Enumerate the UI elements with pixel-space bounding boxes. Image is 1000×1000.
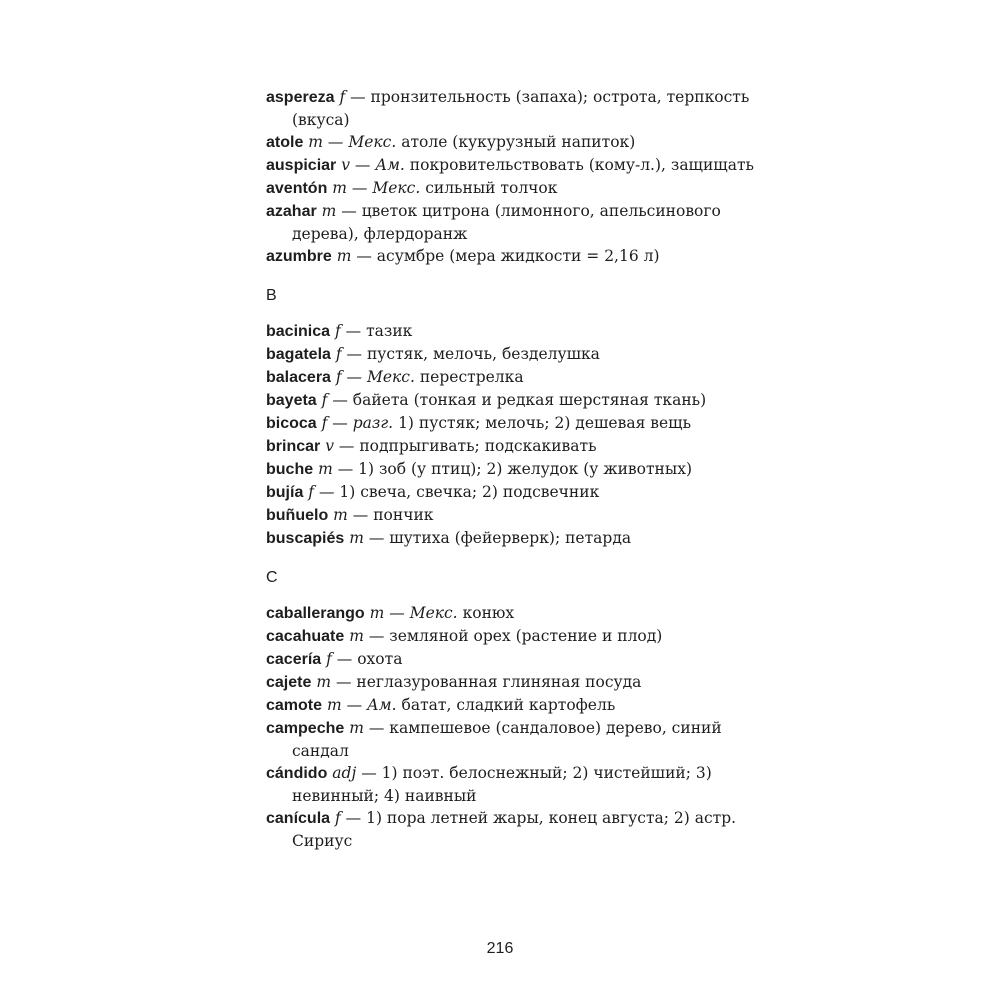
- entry-grammar: m: [333, 506, 348, 524]
- entry-definition: перестрелка: [419, 368, 524, 386]
- entry-grammar: f: [335, 345, 342, 363]
- page-number: 216: [486, 940, 514, 957]
- entry-dash: —: [341, 345, 367, 363]
- entry-usage-label: Мекс.: [366, 368, 415, 386]
- entry-grammar: f: [321, 414, 328, 432]
- entry-headword: cacahuate: [266, 628, 345, 645]
- dictionary-entry: [266, 412, 766, 435]
- entry-definition: асумбре (мера жидкости = 2,16 л): [376, 247, 660, 265]
- dictionary-entry: [266, 154, 766, 177]
- entry-headword: bagatela: [266, 346, 331, 363]
- entry-dash: —: [333, 437, 360, 455]
- entry-dash: —: [363, 719, 390, 737]
- entry-headword: buscapiés: [266, 530, 345, 547]
- entry-headword: bayeta: [266, 392, 317, 409]
- entry-dash: —: [346, 179, 373, 197]
- entry-headword: cajete: [266, 674, 312, 691]
- dictionary-entry: [266, 671, 766, 694]
- entry-headword: balacera: [266, 369, 331, 386]
- entry-dash: —: [363, 627, 390, 645]
- entry-headword: bujía: [266, 484, 304, 501]
- entry-dash: —: [347, 506, 374, 524]
- entry-grammar: m: [336, 247, 352, 265]
- entry-definition: 1) зоб (у птиц); 2) желудок (у животных): [358, 460, 692, 478]
- entry-grammar: f: [326, 650, 332, 668]
- dictionary-entry: [266, 86, 766, 131]
- entry-definition: неглазурованная глиняная посуда: [356, 673, 642, 691]
- entry-headword: auspiciar: [266, 157, 337, 174]
- dictionary-entry: [266, 717, 766, 762]
- entry-grammar: v: [341, 156, 350, 174]
- entry-dash: —: [332, 460, 359, 478]
- entry-dash: —: [341, 696, 368, 714]
- entry-headword: azumbre: [266, 248, 332, 265]
- entry-headword: camote: [266, 697, 323, 714]
- entry-headword: cándido: [266, 765, 328, 782]
- entry-definition: сильный толчок: [425, 179, 558, 197]
- entry-dash: —: [356, 764, 382, 782]
- entry-usage-label: Мекс.: [372, 179, 421, 197]
- entry-definition: конюх: [462, 604, 515, 622]
- entry-usage-label: разг.: [352, 414, 394, 432]
- entry-grammar: f: [339, 88, 346, 106]
- entry-grammar: f: [321, 391, 328, 409]
- entry-grammar: m: [316, 673, 332, 691]
- entry-headword: buñuelo: [266, 507, 329, 524]
- entry-definition: байета (тонкая и редкая шерстяная ткань): [352, 391, 707, 409]
- entry-headword: bicoca: [266, 415, 317, 432]
- entry-headword: brincar: [266, 438, 321, 455]
- entry-grammar: m: [349, 529, 364, 547]
- entry-definition: покровительствовать (кому-л.), защищать: [409, 156, 754, 174]
- entry-definition: батат, сладкий картофель: [401, 696, 616, 714]
- dictionary-entry: [266, 458, 766, 481]
- entry-dash: —: [331, 673, 357, 691]
- entry-grammar: m: [349, 719, 364, 737]
- entry-grammar: f: [334, 809, 341, 827]
- entry-definition: цветок цитрона (лимонного, апельсинового дерева), флердоранж: [292, 202, 721, 243]
- entry-headword: azahar: [266, 203, 317, 220]
- dictionary-entry: [266, 320, 766, 343]
- entry-grammar: m: [369, 604, 385, 622]
- entry-definition: шутиха (фейерверк); петарда: [389, 529, 632, 547]
- entry-grammar: m: [321, 202, 337, 220]
- entry-usage-label: Мекс.: [409, 604, 458, 622]
- section-letter: B: [266, 287, 277, 304]
- entry-grammar: v: [325, 437, 334, 455]
- entry-definition: пронзительность (запаха); острота, терпкость (вкуса): [292, 88, 750, 129]
- entry-usage-label: Ам.: [367, 696, 397, 714]
- entry-dash: —: [327, 414, 353, 432]
- entry-dash: —: [336, 202, 362, 220]
- entry-headword: caballerango: [266, 605, 365, 622]
- entry-headword: aventón: [266, 180, 328, 197]
- entry-grammar: f: [308, 483, 315, 501]
- entry-definition: земляной орех (растение и плод): [389, 627, 663, 645]
- entry-headword: canícula: [266, 810, 331, 827]
- entry-definition: 1) свеча, свечка; 2) подсвечник: [339, 483, 600, 501]
- entry-definition: 1) пора летней жары, конец августа; 2) астр. Сириус: [292, 809, 737, 850]
- entry-headword: cacería: [266, 651, 322, 668]
- dictionary-entry: [266, 807, 766, 852]
- dictionary-entry: [266, 177, 766, 200]
- entry-definition: пончик: [373, 506, 434, 524]
- entry-grammar: f: [334, 322, 341, 340]
- dictionary-entry: [266, 527, 766, 550]
- dictionary-entry: [266, 648, 766, 671]
- entry-usage-label: Мекс.: [348, 133, 397, 151]
- entry-definition: 1) поэт. белоснежный; 2) чистейший; 3) невинный; 4) наивный: [292, 764, 712, 805]
- entries-column: [266, 86, 766, 852]
- entry-definition: 1) пустяк; мелочь; 2) дешевая вещь: [398, 414, 692, 432]
- entry-definition: подпрыгивать; подскакивать: [359, 437, 597, 455]
- entry-dash: —: [340, 322, 367, 340]
- entry-definition: пустяк, мелочь, безделушка: [366, 345, 600, 363]
- entry-definition: кампешевое (сандаловое) дерево, синий сандал: [292, 719, 722, 760]
- dictionary-entry: [266, 504, 766, 527]
- entry-grammar: adj: [332, 764, 357, 782]
- dictionary-entry: [266, 602, 766, 625]
- entry-grammar: m: [318, 460, 333, 478]
- dictionary-entry: [266, 200, 766, 245]
- dictionary-entry: [266, 435, 766, 458]
- entry-dash: —: [363, 529, 390, 547]
- entry-dash: —: [340, 809, 367, 827]
- dictionary-entry: [266, 366, 766, 389]
- entry-headword: atole: [266, 134, 304, 151]
- dictionary-entry: [266, 343, 766, 366]
- entry-dash: —: [327, 391, 353, 409]
- dictionary-entry: [266, 481, 766, 504]
- entry-dash: —: [351, 247, 377, 265]
- entry-dash: —: [331, 650, 358, 668]
- dictionary-entry: [266, 131, 766, 154]
- entry-headword: campeche: [266, 720, 345, 737]
- entry-definition: тазик: [366, 322, 413, 340]
- entry-definition: охота: [357, 650, 403, 668]
- entry-dash: —: [345, 88, 371, 106]
- entry-grammar: f: [335, 368, 342, 386]
- entry-headword: buche: [266, 461, 314, 478]
- entry-dash: —: [349, 156, 376, 174]
- entry-dash: —: [341, 368, 367, 386]
- dictionary-entry: [266, 762, 766, 807]
- dictionary-entry: [266, 694, 766, 717]
- section-letter: C: [266, 569, 278, 586]
- entry-dash: —: [314, 483, 340, 501]
- entry-dash: —: [384, 604, 410, 622]
- entry-grammar: m: [349, 627, 364, 645]
- entry-headword: bacinica: [266, 323, 331, 340]
- dictionary-entry: [266, 625, 766, 648]
- entry-definition: атоле (кукурузный напиток): [401, 133, 636, 151]
- entry-grammar: m: [308, 133, 323, 151]
- entry-grammar: m: [332, 179, 347, 197]
- dictionary-entry: [266, 245, 766, 268]
- entry-headword: aspereza: [266, 89, 335, 106]
- entry-grammar: m: [326, 696, 342, 714]
- entry-dash: —: [322, 133, 349, 151]
- entry-usage-label: Ам.: [375, 156, 405, 174]
- dictionary-entry: [266, 389, 766, 412]
